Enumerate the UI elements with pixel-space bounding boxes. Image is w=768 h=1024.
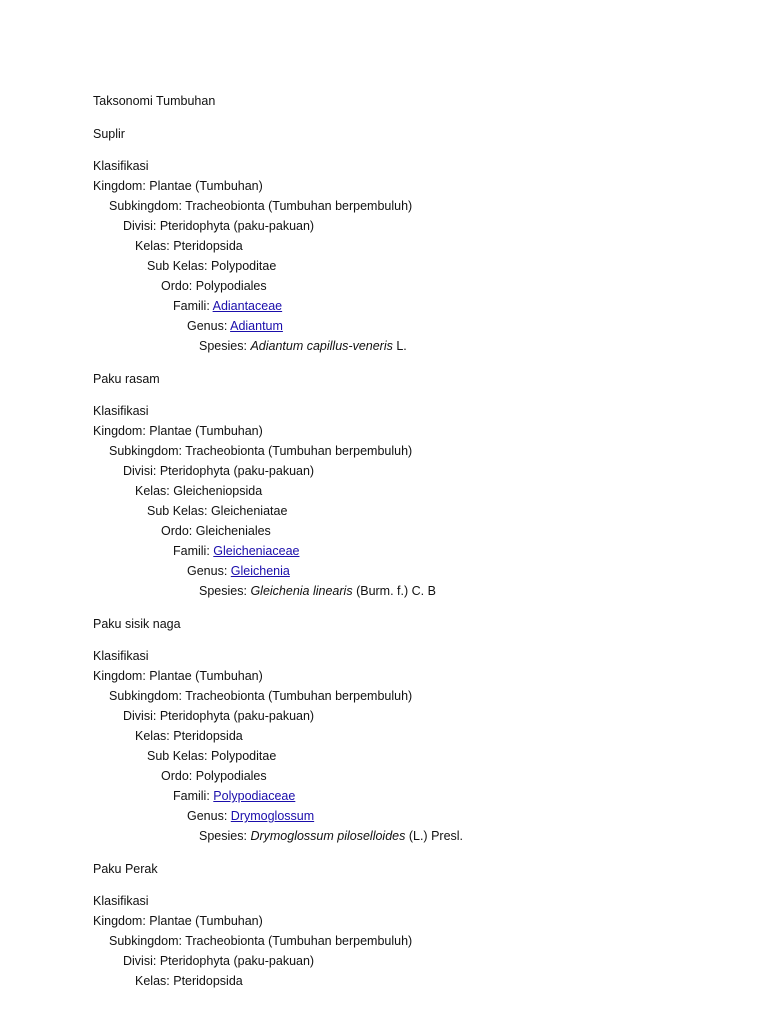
classification-heading: Klasifikasi <box>93 649 149 663</box>
kelas-row: Kelas: Gleicheniopsida <box>135 484 263 498</box>
species-author: (Burm. f.) C. B <box>356 584 436 598</box>
classification-heading: Klasifikasi <box>93 159 149 173</box>
subkingdom-row: Subkingdom: Tracheobionta (Tumbuhan berpembuluh) <box>109 444 413 458</box>
famili-link[interactable]: Adiantaceae <box>212 299 283 313</box>
ordo-row: Ordo: Polypodiales <box>161 279 267 293</box>
genus-link[interactable]: Gleichenia <box>230 564 290 578</box>
genus-row: Genus: Gleichenia <box>187 564 290 578</box>
subkelas-row: Sub Kelas: Polypoditae <box>147 259 277 273</box>
divisi-row: Divisi: Pteridophyta (paku-pakuan) <box>123 464 315 478</box>
plant-name-paku-sisik-naga: Paku sisik naga <box>93 616 181 631</box>
subkingdom-row: Subkingdom: Tracheobionta (Tumbuhan berpembuluh) <box>109 199 413 213</box>
famili-row: Famili: Gleicheniaceae <box>173 544 300 558</box>
ordo-row: Ordo: Gleicheniales <box>161 524 271 538</box>
species-name: Adiantum capillus-veneris <box>250 339 393 353</box>
plant-name-suplir: Suplir <box>93 126 125 141</box>
famili-link[interactable]: Gleicheniaceae <box>213 544 300 558</box>
classification-heading: Klasifikasi <box>93 404 149 418</box>
document-title: Taksonomi Tumbuhan <box>93 94 216 108</box>
kelas-row: Kelas: Pteridopsida <box>135 974 243 988</box>
kelas-row: Kelas: Pteridopsida <box>135 729 243 743</box>
subkingdom-row: Subkingdom: Tracheobionta (Tumbuhan berpembuluh) <box>109 689 413 703</box>
plant-name-paku-rasam: Paku rasam <box>93 371 160 386</box>
species-name: Drymoglossum piloselloides <box>250 829 406 843</box>
kelas-row: Kelas: Pteridopsida <box>135 239 243 253</box>
subkelas-row: Sub Kelas: Polypoditae <box>147 749 277 763</box>
famili-row: Famili: Adiantaceae <box>173 299 283 313</box>
species-name: Gleichenia linearis <box>250 584 353 598</box>
kingdom-row: Kingdom: Plantae (Tumbuhan) <box>93 914 263 928</box>
species-author: L. <box>396 339 407 353</box>
divisi-row: Divisi: Pteridophyta (paku-pakuan) <box>123 219 315 233</box>
kingdom-row: Kingdom: Plantae (Tumbuhan) <box>93 669 263 683</box>
genus-link[interactable]: Adiantum <box>230 319 283 333</box>
plant-name-paku-perak: Paku Perak <box>93 861 158 876</box>
kingdom-row: Kingdom: Plantae (Tumbuhan) <box>93 424 263 438</box>
spesies-row: Spesies: Drymoglossum piloselloides (L.) Presl. <box>199 829 464 843</box>
genus-row: Genus: Drymoglossum <box>187 809 315 823</box>
classification-heading: Klasifikasi <box>93 894 149 908</box>
famili-row: Famili: Polypodiaceae <box>173 789 296 803</box>
genus-row: Genus: Adiantum <box>187 319 283 333</box>
species-author: (L.) Presl. <box>408 829 464 843</box>
spesies-row: Spesies: Gleichenia linearis (Burm. f.) C. B <box>199 584 436 598</box>
spesies-row: Spesies: Adiantum capillus-veneris L. <box>199 339 407 353</box>
divisi-row: Divisi: Pteridophyta (paku-pakuan) <box>123 709 315 723</box>
subkingdom-row: Subkingdom: Tracheobionta (Tumbuhan berpembuluh) <box>109 934 413 948</box>
ordo-row: Ordo: Polypodiales <box>161 769 267 783</box>
kingdom-row: Kingdom: Plantae (Tumbuhan) <box>93 179 263 193</box>
document-body <box>93 91 733 991</box>
subkelas-row: Sub Kelas: Gleicheniatae <box>147 504 288 518</box>
divisi-row: Divisi: Pteridophyta (paku-pakuan) <box>123 954 315 968</box>
genus-link[interactable]: Drymoglossum <box>230 809 315 823</box>
famili-link[interactable]: Polypodiaceae <box>213 789 296 803</box>
